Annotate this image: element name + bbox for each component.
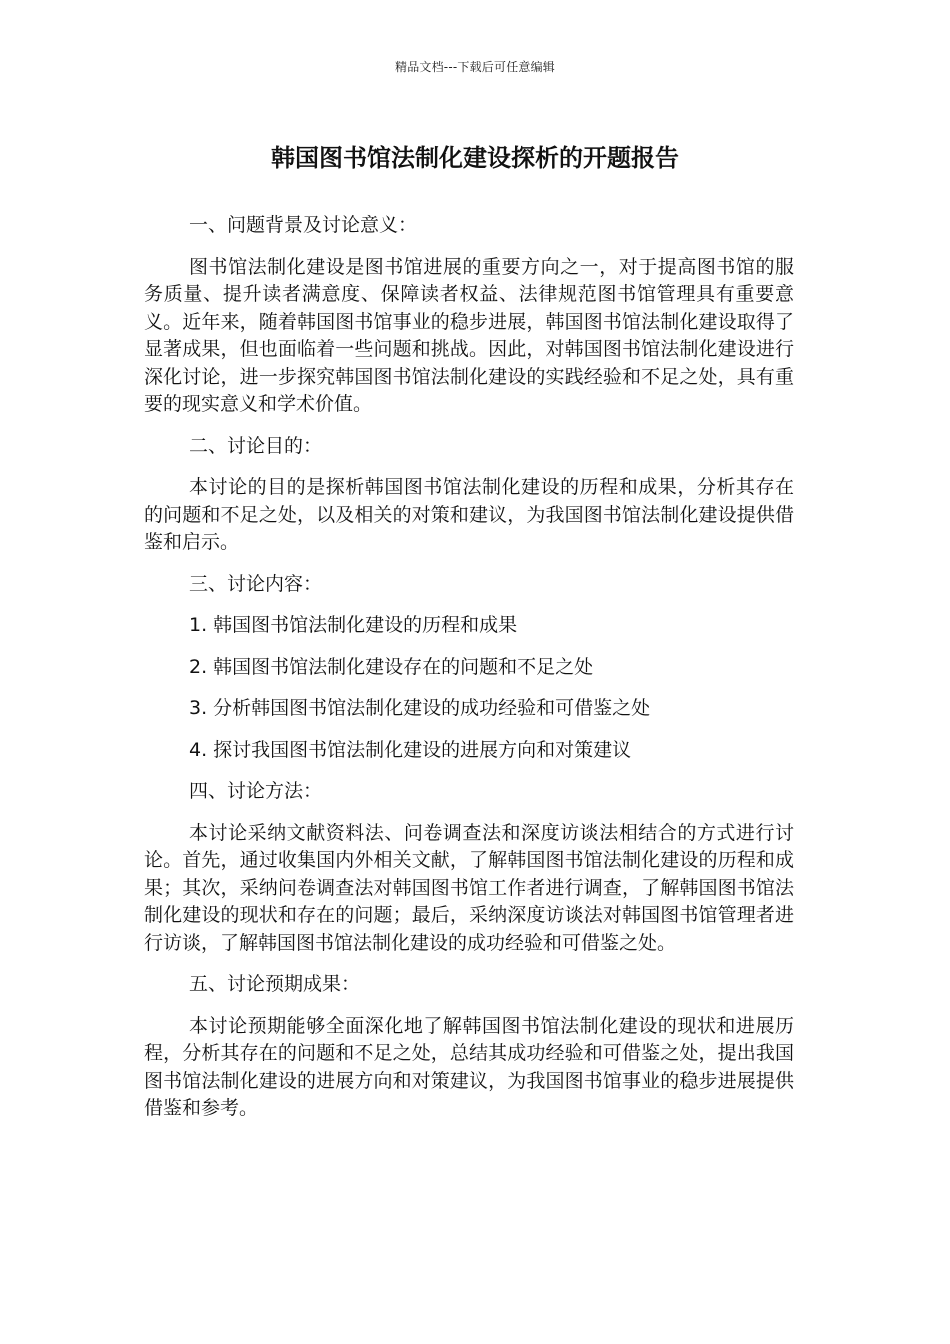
section-body-background: 图书馆法制化建设是图书馆进展的重要方向之一，对于提高图书馆的服务质量、提升读者满意度、保障读者权益、法律规范图书馆管理具有重要意义。近年来，随着韩国图书馆事业的稳步进展，韩国图书馆法制化建设取得了显著成果，但也面临着一些问题和挑战。因此，对韩国图书馆法制化建设进行深化讨论，进一步探究韩国图书馆法制化建设的实践经验和不足之处，具有重要的现实意义和学术价值。	[144, 255, 794, 415]
content-list-item: 1. 韩国图书馆法制化建设的历程和成果	[189, 614, 518, 636]
content-list-item: 2. 韩国图书馆法制化建设存在的问题和不足之处	[189, 655, 594, 678]
section-heading-background: 一、问题背景及讨论意义：	[189, 214, 418, 236]
content-list-item: 3. 分析韩国图书馆法制化建设的成功经验和可借鉴之处	[189, 697, 651, 719]
section-heading-results: 五、讨论预期成果：	[189, 973, 361, 995]
document-title: 韩国图书馆法制化建设探析的开题报告	[271, 144, 679, 172]
section-heading-purpose: 二、讨论目的：	[189, 434, 323, 457]
section-body-method: 本讨论采纳文献资料法、问卷调查法和深度访谈法相结合的方式进行讨论。首先，通过收集国内外相关文献，了解韩国图书馆法制化建设的历程和成果；其次，采纳问卷调查法对韩国图书馆工作者进行调查，了解韩国图书馆法制化建设的现状和存在的问题；最后，采纳深度访谈法对韩国图书馆管理者进行访谈，了解韩国图书馆法制化建设的成功经验和可借鉴之处。	[144, 821, 794, 954]
section-heading-method: 四、讨论方法：	[189, 780, 323, 802]
content-list-item: 4. 探讨我国图书馆法制化建设的进展方向和对策建议	[189, 738, 632, 761]
section-body-results: 本讨论预期能够全面深化地了解韩国图书馆法制化建设的现状和进展历程，分析其存在的问题和不足之处，总结其成功经验和可借鉴之处，提出我国图书馆法制化建设的进展方向和对策建议，为我国图书馆事业的稳步进展提供借鉴和参考。	[144, 1014, 794, 1119]
header-note: 精品文档---下载后可任意编辑	[395, 60, 555, 74]
section-heading-content: 三、讨论内容：	[189, 572, 323, 595]
section-body-purpose: 本讨论的目的是探析韩国图书馆法制化建设的历程和成果，分析其存在的问题和不足之处，以及相关的对策和建议，为我国图书馆法制化建设提供借鉴和启示。	[144, 476, 794, 553]
document-body	[144, 212, 794, 1137]
